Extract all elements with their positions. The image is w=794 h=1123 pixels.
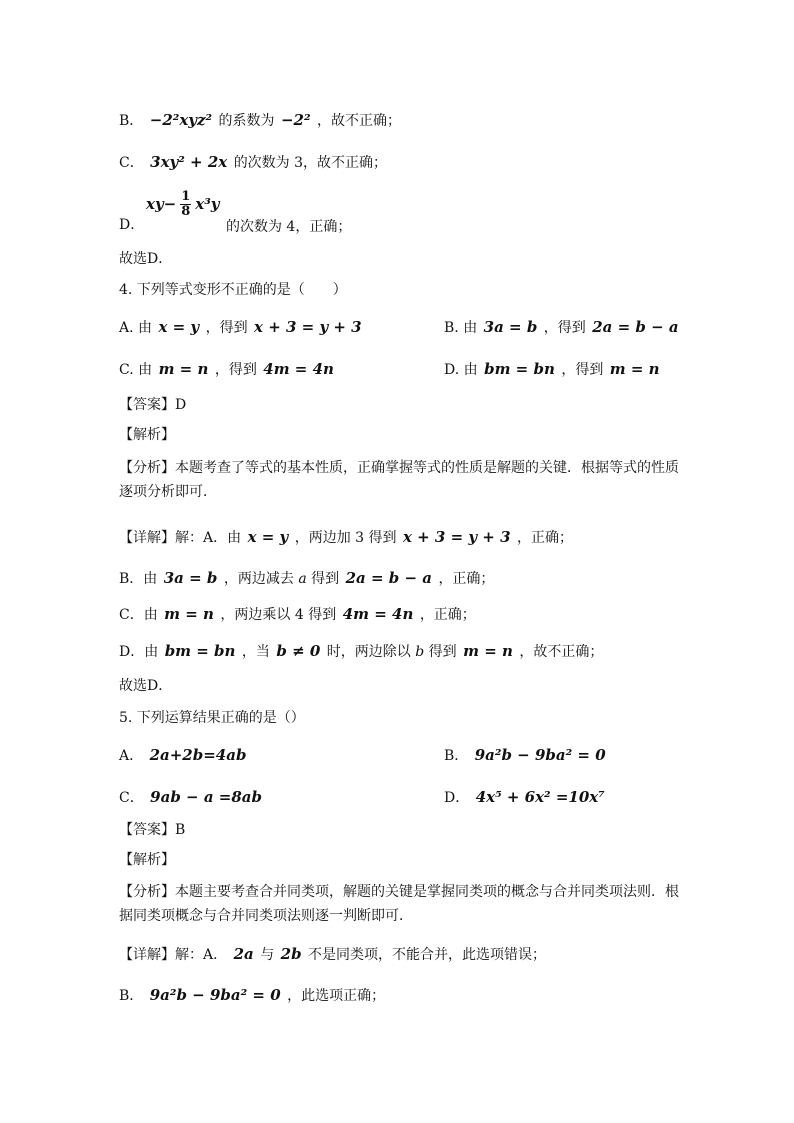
- option-d-label: D．: [119, 217, 145, 233]
- math-expression: xy−: [146, 194, 177, 213]
- option-label: A．: [119, 748, 144, 764]
- fraction: [180, 190, 191, 219]
- math-expression: x + 3 = y + 3: [254, 318, 362, 336]
- explanation-text: 的次数为 3，故不正确；: [233, 155, 388, 171]
- detail-text: ，两边减去: [223, 571, 294, 587]
- math-expression: −2²: [280, 111, 311, 129]
- q5-option-d: [444, 787, 607, 808]
- q5-detail-a: [119, 944, 546, 965]
- q4-analysis-heading: 【解析】: [119, 427, 175, 443]
- q5-analysis-heading: 【解析】: [119, 852, 175, 868]
- detail-text: C．由: [119, 607, 158, 623]
- q3-choose: 故选D．: [119, 251, 173, 267]
- q4-option-c: [119, 359, 336, 380]
- math-expression: 3a = b: [483, 318, 538, 336]
- q4-stem: 4. 下列等式变形不正确的是（ ）: [119, 282, 347, 298]
- option-label: B. 由: [444, 320, 478, 336]
- q4-choose: 故选D．: [119, 678, 173, 694]
- detail-text: ，故不正确；: [519, 644, 604, 660]
- math-expression: 9a²b − 9ba² = 0: [474, 746, 606, 764]
- detail-text: 与: [260, 947, 275, 963]
- math-expression: m = n: [609, 360, 660, 378]
- detail-text: 得到: [428, 644, 457, 660]
- option-label: A. 由: [119, 320, 153, 336]
- math-expression: 2a = b − a: [592, 318, 679, 336]
- explanation-text: ，故不正确；: [317, 113, 402, 129]
- variable: b: [415, 644, 425, 660]
- detail-text: D．由: [119, 644, 159, 660]
- q4-detail-b: [119, 568, 494, 589]
- math-expression: 3xy² + 2x: [150, 153, 228, 171]
- math-expression: bm = bn: [164, 642, 236, 660]
- detail-text: ，此选项正确；: [287, 988, 386, 1004]
- option-d-label-line: [119, 215, 144, 235]
- detail-text: ，正确；: [438, 571, 495, 587]
- detail-text: 得到: [311, 571, 340, 587]
- math-expression: 3a = b: [163, 569, 218, 587]
- explanation-text: 的次数为 4，正确；: [225, 218, 352, 235]
- q4-option-b: [444, 317, 681, 338]
- math-expression: 2a: [233, 945, 254, 963]
- math-expression: 2b: [280, 945, 302, 963]
- q4-option-a: [119, 317, 364, 338]
- detail-text: ，当: [241, 644, 270, 660]
- q4-answer: 【答案】D: [119, 397, 187, 413]
- option-b-label: B．: [119, 113, 144, 129]
- math-expression: 4m = 4n: [342, 605, 414, 623]
- option-text: ，得到: [205, 320, 248, 336]
- math-expression: 9ab − a =8ab: [150, 788, 262, 806]
- math-expression: b ≠ 0: [276, 642, 321, 660]
- detail-text: 时，两边除以: [326, 644, 411, 660]
- math-expression: 9a²b − 9ba² = 0: [149, 986, 281, 1004]
- math-expression: −2²xyz²: [149, 111, 213, 129]
- option-label: D．: [444, 790, 470, 806]
- option-label: D. 由: [444, 362, 478, 378]
- math-expression: 2a+2b=4ab: [149, 746, 247, 764]
- q4-detail-d: [119, 641, 603, 662]
- math-expression: 4m = 4n: [263, 360, 334, 378]
- fraction-denominator: 8: [181, 204, 191, 219]
- detail-text: ，两边加 3 得到: [294, 530, 397, 546]
- q5-answer: 【答案】B: [119, 822, 186, 838]
- q4-detail-a: [119, 527, 573, 548]
- math-expression: x³y: [195, 194, 220, 213]
- detail-text: ，正确；: [517, 530, 573, 546]
- q4-analysis-text: 【分析】本题考查了等式的基本性质，正确掌握等式的性质是解题的关键．根据等式的性质逐项分析即可．: [119, 460, 679, 500]
- explanation-text: 的系数为: [218, 113, 275, 129]
- variable: a: [298, 571, 307, 587]
- detail-text: B．由: [119, 571, 158, 587]
- q5-option-c: [119, 787, 264, 808]
- detail-text: ，两边乘以 4 得到: [220, 607, 337, 623]
- math-expression: m = n: [158, 360, 209, 378]
- option-label: C. 由: [119, 362, 153, 378]
- detail-text: 【详解】解：A．由: [119, 530, 242, 546]
- math-expression: bm = bn: [484, 360, 555, 378]
- q5-option-b: [444, 745, 608, 766]
- math-expression: m = n: [463, 642, 513, 660]
- option-label: B．: [444, 748, 469, 764]
- math-expression: m = n: [164, 605, 214, 623]
- detail-text: ，正确；: [419, 607, 476, 623]
- math-expression: x + 3 = y + 3: [402, 528, 511, 546]
- option-text: ，得到: [561, 362, 604, 378]
- option-b-explanation: [119, 110, 401, 131]
- math-expression: x = y: [247, 528, 289, 546]
- fraction-numerator: 1: [181, 189, 191, 204]
- q5-option-a: [119, 745, 248, 766]
- detail-text: 【详解】解：A．: [119, 947, 228, 963]
- q5-stem: 5. 下列运算结果正确的是（）: [119, 710, 305, 726]
- option-d-explanation: [144, 189, 352, 235]
- option-c-explanation: [119, 152, 387, 173]
- detail-text: 不是同类项，不能合并，此选项错误；: [308, 947, 547, 963]
- option-text: ，得到: [543, 320, 586, 336]
- option-c-label: C．: [119, 155, 144, 171]
- option-label: C．: [119, 790, 144, 806]
- math-expression: 2a = b − a: [345, 569, 432, 587]
- q4-detail-c: [119, 604, 476, 625]
- option-text: ，得到: [214, 362, 257, 378]
- q5-analysis-text: 【分析】本题主要考查合并同类项，解题的关键是掌握同类项的概念与合并同类项法则．根据同类项概念与合并同类项法则逐一判断即可．: [119, 884, 679, 924]
- math-expression: x = y: [158, 318, 200, 336]
- math-expression: 4x⁵ + 6x² =10x⁷: [475, 788, 605, 806]
- detail-text: B．: [119, 988, 144, 1004]
- q5-detail-b: [119, 985, 385, 1006]
- q4-option-d: [444, 359, 662, 380]
